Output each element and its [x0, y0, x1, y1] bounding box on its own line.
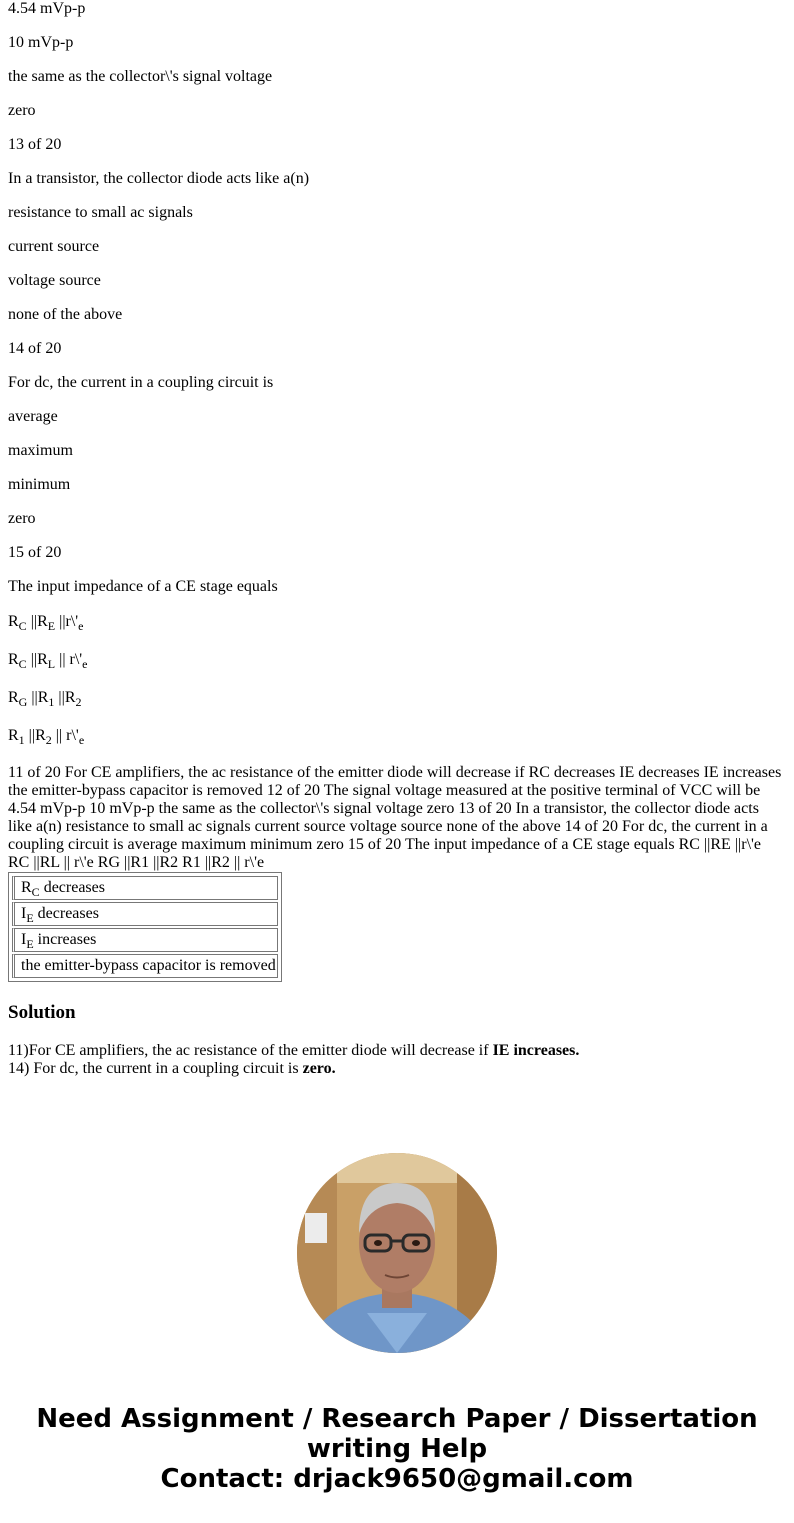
question-list	[8, 0, 786, 746]
table-row	[12, 876, 278, 900]
promo-banner	[0, 1404, 794, 1494]
table-row	[12, 928, 278, 952]
answer-14: 14) For dc, the current in a coupling circuit is zero.	[8, 1060, 336, 1077]
question-number: 13 of 20	[8, 136, 62, 153]
list-item: 4.54 mVp-p	[8, 0, 86, 17]
list-item: current source	[8, 238, 100, 255]
list-item: minimum	[8, 476, 71, 493]
answer-options-table	[8, 872, 282, 982]
author-photo	[297, 1153, 497, 1353]
table-cell: the emitter-bypass capacitor is removed	[12, 954, 278, 978]
list-item: voltage source	[8, 272, 101, 289]
contact-email: Contact: drjack9650@gmail.com	[160, 1464, 634, 1494]
list-item: resistance to small ac signals	[8, 204, 193, 221]
list-item: 10 mVp-p	[8, 34, 74, 51]
promo-line: Need Assignment / Research Paper / Dissertation	[36, 1404, 758, 1434]
list-item: average	[8, 408, 58, 425]
summary-paragraph: 11 of 20 For CE amplifiers, the ac resistance of the emitter diode will decrease if RC decreases IE decreases IE increases the emitter-bypass capacitor is removed 12 of 20 The signal voltage measured at the positive terminal of VCC will be 4.54 mVp-p 10 mVp-p the same as the collector\'s signal voltage zero 13 of 20 In a transistor, the collector diode acts like a(n) resistance to small ac signals current source voltage source none of the above 14 of 20 For dc, the current in a coupling circuit is average maximum minimum zero 15 of 20 The input impedance of a CE stage equals RC ||RE ||r\'e RC ||RL || r\'e RG ||R1 ||R2 R1 ||R2 || r\'e	[8, 764, 782, 871]
answer-11: 11)For CE amplifiers, the ac resistance of the emitter diode will decrease if IE increases.	[8, 1042, 580, 1059]
impedance-option: $R_1$ $||R_2$ || $r\backslash'_e$	[8, 727, 85, 747]
table-cell: $R_C$ decreases	[12, 876, 278, 900]
list-item: the same as the collector\'s signal voltage	[8, 68, 273, 85]
question-text: The input impedance of a CE stage equals	[8, 578, 278, 595]
question-text: For dc, the current in a coupling circuit is	[8, 374, 274, 391]
table-cell: $I_E$ decreases	[12, 902, 278, 926]
table-row	[12, 954, 278, 978]
list-item: maximum	[8, 442, 73, 459]
question-number: 14 of 20	[8, 340, 62, 357]
question-number: 15 of 20	[8, 544, 62, 561]
question-text: In a transistor, the collector diode acts like a(n)	[8, 170, 310, 187]
list-item: zero	[8, 102, 36, 119]
list-item: zero	[8, 510, 36, 527]
impedance-option: $R_G$ $||R_1$ $||R_2$	[8, 689, 82, 709]
table-cell: $I_E$ increases	[12, 928, 278, 952]
impedance-option: $R_C$ $||R_E$ $||r\backslash'_e$	[8, 613, 84, 633]
solution-heading: Solution	[8, 1002, 76, 1023]
promo-line: writing Help	[306, 1434, 488, 1464]
table-row	[12, 902, 278, 926]
impedance-option: $R_C$ $||R_L$ || $r\backslash'_e$	[8, 651, 88, 671]
list-item: none of the above	[8, 306, 123, 323]
